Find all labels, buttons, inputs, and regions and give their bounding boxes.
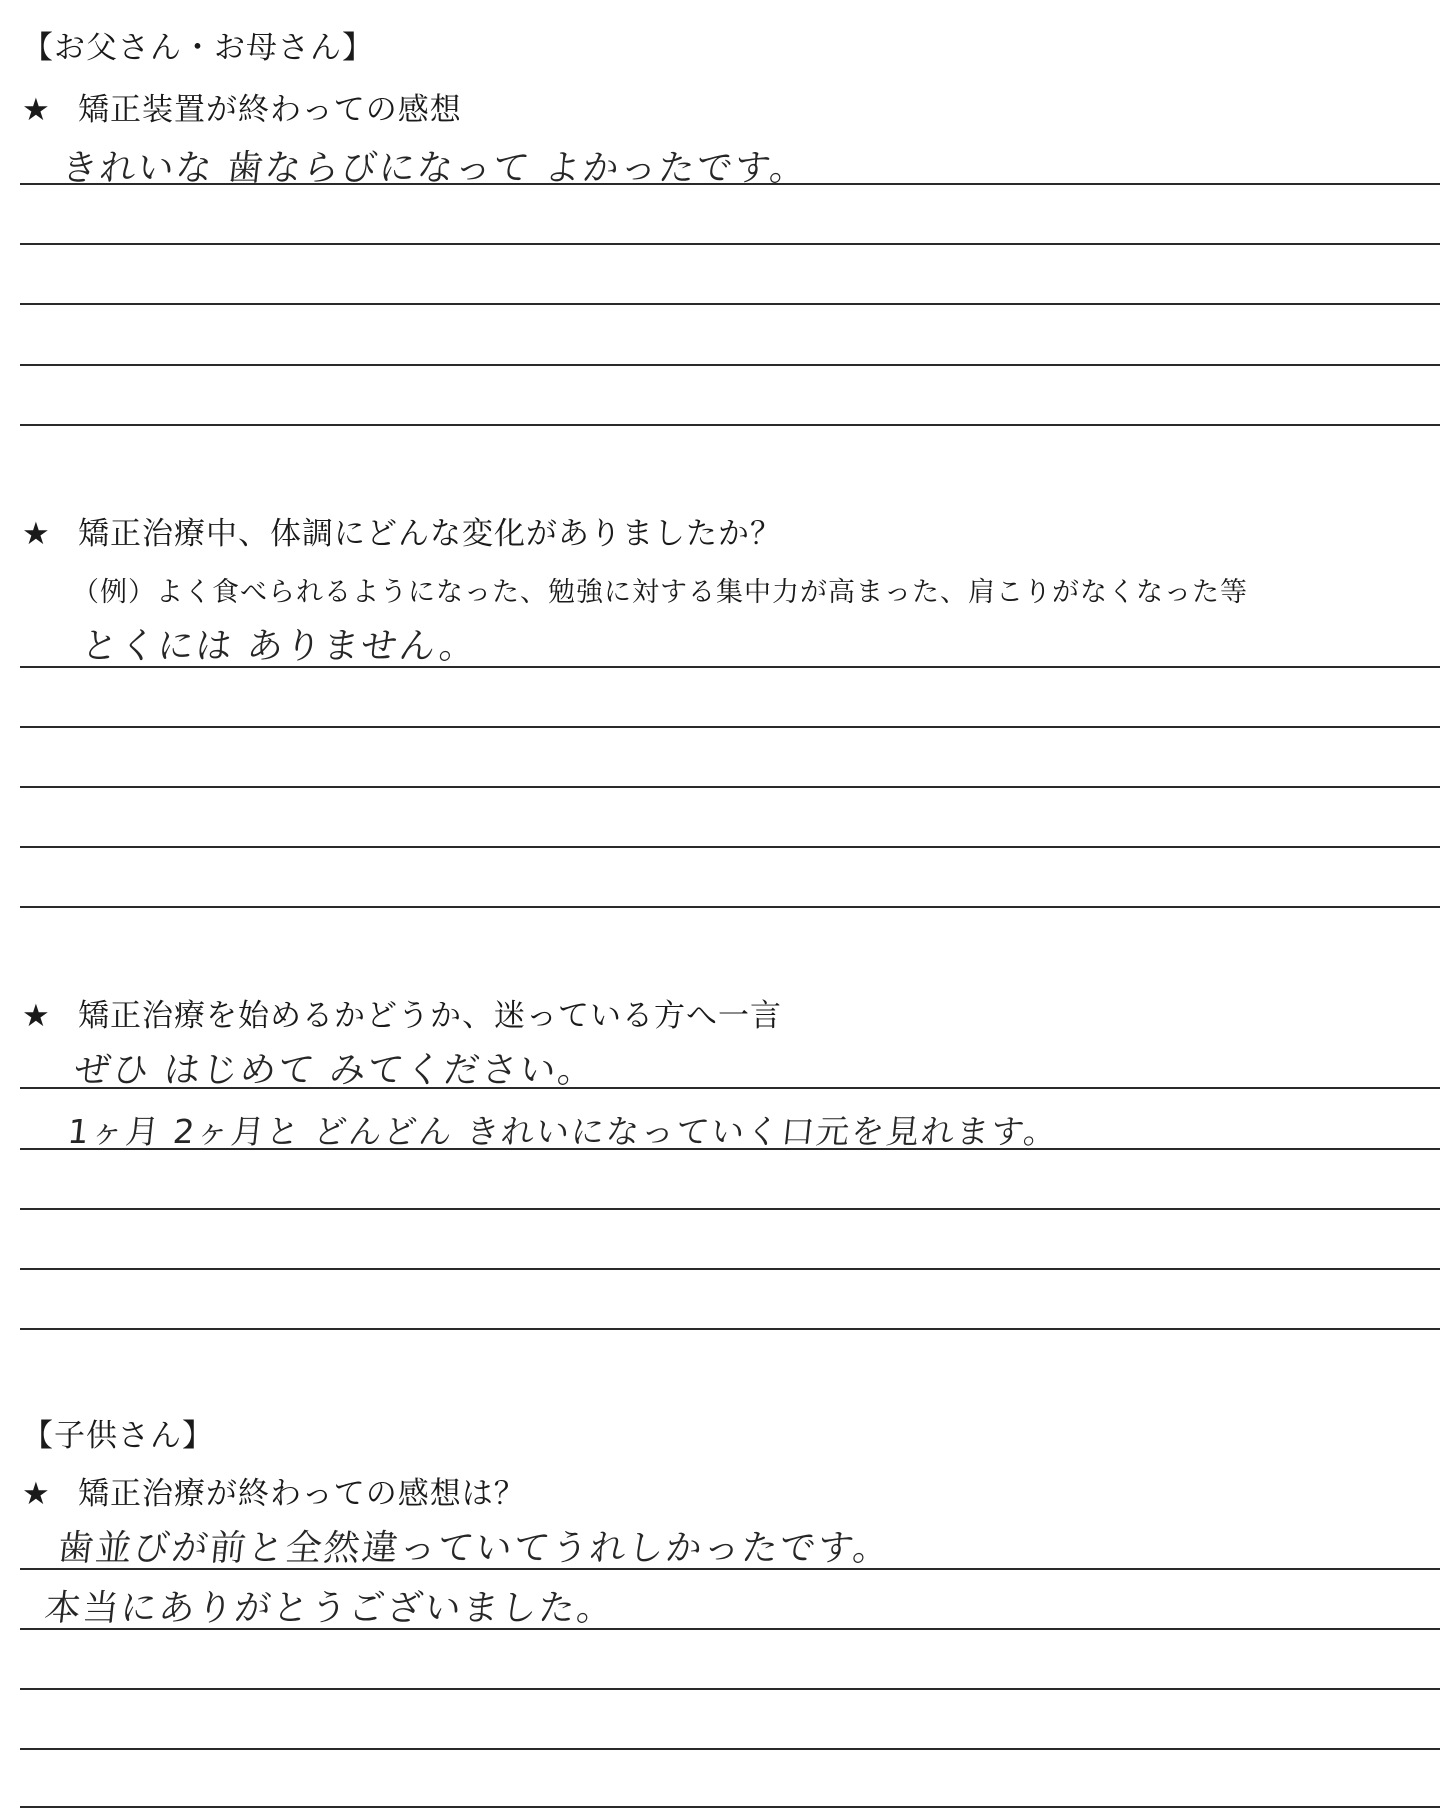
star-icon: ★	[22, 998, 51, 1034]
answer-line	[20, 424, 1440, 426]
answer-4-handwritten-line2: 本当にありがとうございました。	[42, 1588, 617, 1629]
answer-line	[20, 1328, 1440, 1330]
answer-1-handwritten: きれいな 歯ならびになって よかったです。	[59, 148, 810, 189]
answer-line	[20, 666, 1440, 668]
question-1-text: 矯正装置が終わっての感想	[78, 92, 462, 128]
star-icon: ★	[22, 92, 51, 128]
answer-line	[20, 1268, 1440, 1270]
answer-line	[20, 1806, 1440, 1808]
answer-line	[20, 1208, 1440, 1210]
answer-line	[20, 243, 1440, 245]
answer-4-handwritten-line1: 歯並びが前と全然違っていてうれしかったです。	[55, 1528, 893, 1569]
answer-line	[20, 1628, 1440, 1630]
answer-line	[20, 1688, 1440, 1690]
question-2-example: （例）よく食べられるようになった、勉強に対する集中力が高まった、肩こりがなくなった等	[72, 577, 1248, 608]
star-icon: ★	[22, 1476, 51, 1512]
question-4	[22, 1468, 526, 1513]
answer-line	[20, 183, 1440, 185]
answer-line	[20, 1087, 1440, 1089]
question-4-text: 矯正治療が終わっての感想は？	[78, 1476, 526, 1512]
answer-line	[20, 786, 1440, 788]
answer-line	[20, 906, 1440, 908]
answer-line	[20, 1748, 1440, 1750]
answer-line	[20, 726, 1440, 728]
answer-line	[20, 1568, 1440, 1570]
answer-line	[20, 364, 1440, 366]
answer-2-handwritten: とくには ありません。	[79, 626, 480, 667]
answer-line	[20, 846, 1440, 848]
question-2	[22, 508, 782, 553]
question-2-text: 矯正治療中、体調にどんな変化がありましたか？	[78, 516, 782, 552]
star-icon: ★	[22, 516, 51, 552]
answer-3-handwritten-line2: 1ヶ月 2ヶ月と どんどん きれいになっていく口元を見れます。	[65, 1112, 1061, 1151]
child-section-label: 【子供さん】	[22, 1418, 214, 1454]
question-3	[22, 990, 782, 1035]
answer-3-handwritten-line1: ぜひ はじめて みてください。	[72, 1050, 598, 1091]
answer-line	[20, 303, 1440, 305]
parents-section-label: 【お父さん・お母さん】	[22, 30, 374, 66]
question-1	[22, 84, 462, 129]
question-3-text: 矯正治療を始めるかどうか、迷っている方へ一言	[78, 998, 782, 1034]
answer-line	[20, 1148, 1440, 1150]
